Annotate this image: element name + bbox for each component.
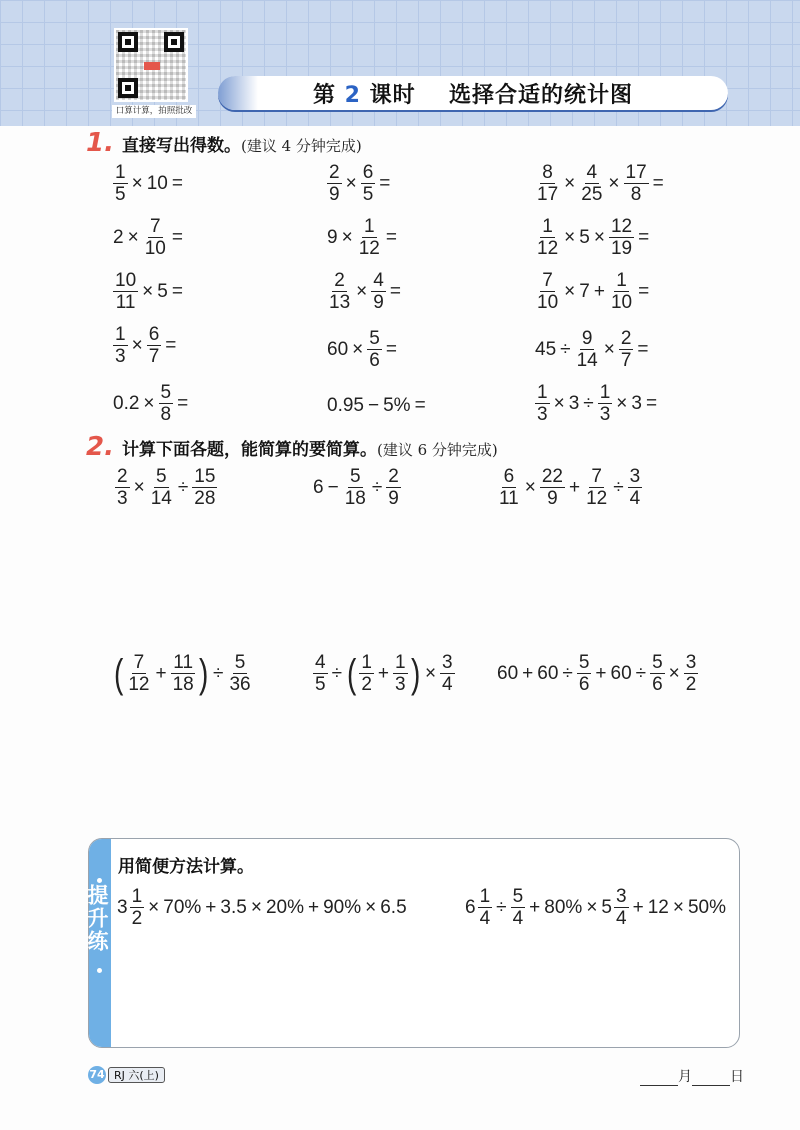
problem-1-2: $\frac{2}{9}$ × $\frac{6}{5}$ = (329, 162, 391, 205)
practice-tag: 提升练 (85, 884, 109, 953)
practice-problem-2: 6 $\frac{1}{4}$ ÷ $\frac{5}{4}$ + 80% × 5 $\frac{3}{4}$ + 12 × 50% (465, 886, 726, 929)
problem-1-3: $\frac{8}{17}$ × $\frac{4}{25}$ × $\frac{17}{8}$ = (537, 162, 664, 205)
problem-2-5: $\frac{4}{5}$ ÷ ( $\frac{1}{2}$ + $\frac{1}{3}$ ) × $\frac{3}{4}$ (315, 651, 453, 696)
problem-2-3: $\frac{6}{11}$ × $\frac{22}{9}$ + $\frac{7}{12}$ ÷ $\frac{3}{4}$ (499, 466, 641, 509)
section-2-title: 计算下面各题，能简算的要简算。 (121, 440, 377, 460)
problem-1-4: 2 × $\frac{7}{10}$ = (113, 216, 183, 259)
problem-1-9: $\frac{7}{10}$ × 7 + $\frac{1}{10}$ = (537, 270, 650, 313)
section-2-hint: (建议 6 分钟完成) (376, 441, 498, 459)
practice-dot-top (97, 878, 102, 883)
problem-1-10: $\frac{1}{3}$ × $\frac{6}{7}$ = (115, 324, 177, 367)
section-1-title: 直接写出得数。 (121, 136, 241, 156)
problem-2-4: ( $\frac{7}{12}$ + $\frac{11}{18}$ ) ÷ $\frac{5}{36}$ (113, 651, 251, 696)
problem-1-12: 45 ÷ $\frac{9}{14}$ × $\frac{2}{7}$ = (535, 328, 649, 371)
practice-problem-1: 3 $\frac{1}{2}$ × 70% + 3.5 × 20% + 90% × 6.5 (117, 886, 407, 929)
page-title: 第 2 课时 选择合适的统计图 (312, 82, 634, 108)
problem-2-6: 60 + 60 ÷ $\frac{5}{6}$ + 60 ÷ $\frac{5}{6}$ × $\frac{3}{2}$ (497, 652, 697, 695)
problem-2-1: $\frac{2}{3}$ × $\frac{5}{14}$ ÷ $\frac{15}{28}$ (117, 466, 216, 509)
section-1-hint: (建议 4 分钟完成) (240, 137, 362, 155)
book-label: RJ 六(上) (108, 1067, 165, 1083)
section-2-number: 2. (86, 432, 114, 462)
problem-1-7: $\frac{10}{11}$ × 5 = (115, 270, 183, 313)
lesson-title-bar (218, 76, 728, 110)
problem-1-11: 60 × $\frac{5}{6}$ = (327, 328, 397, 371)
date-field[interactable]: 月 日 (640, 1066, 744, 1086)
qr-caption: 口算计算，拍照批改 (112, 105, 196, 118)
practice-dot-bottom (97, 968, 102, 973)
problem-1-1: $\frac{1}{5}$ × 10 = (115, 162, 183, 205)
practice-title: 用简便方法计算。 (118, 857, 254, 877)
problem-2-2: 6 − $\frac{5}{18}$ ÷ $\frac{2}{9}$ (313, 466, 399, 509)
problem-1-14: 0.95 − 5% = (327, 395, 426, 416)
section-1-number: 1. (86, 128, 114, 158)
problem-1-6: $\frac{1}{12}$ × 5 × $\frac{12}{19}$ = (537, 216, 650, 259)
page-number: 74 (88, 1066, 106, 1084)
qr-code[interactable] (114, 28, 188, 102)
problem-1-8: $\frac{2}{13}$ × $\frac{4}{9}$ = (329, 270, 401, 313)
section-1-heading (86, 128, 362, 158)
problem-1-5: 9 × $\frac{1}{12}$ = (327, 216, 397, 259)
section-2-heading (86, 432, 498, 462)
problem-1-13: 0.2 × $\frac{5}{8}$ = (113, 382, 189, 425)
problem-1-15: $\frac{1}{3}$ × 3 ÷ $\frac{1}{3}$ × 3 = (537, 382, 658, 425)
